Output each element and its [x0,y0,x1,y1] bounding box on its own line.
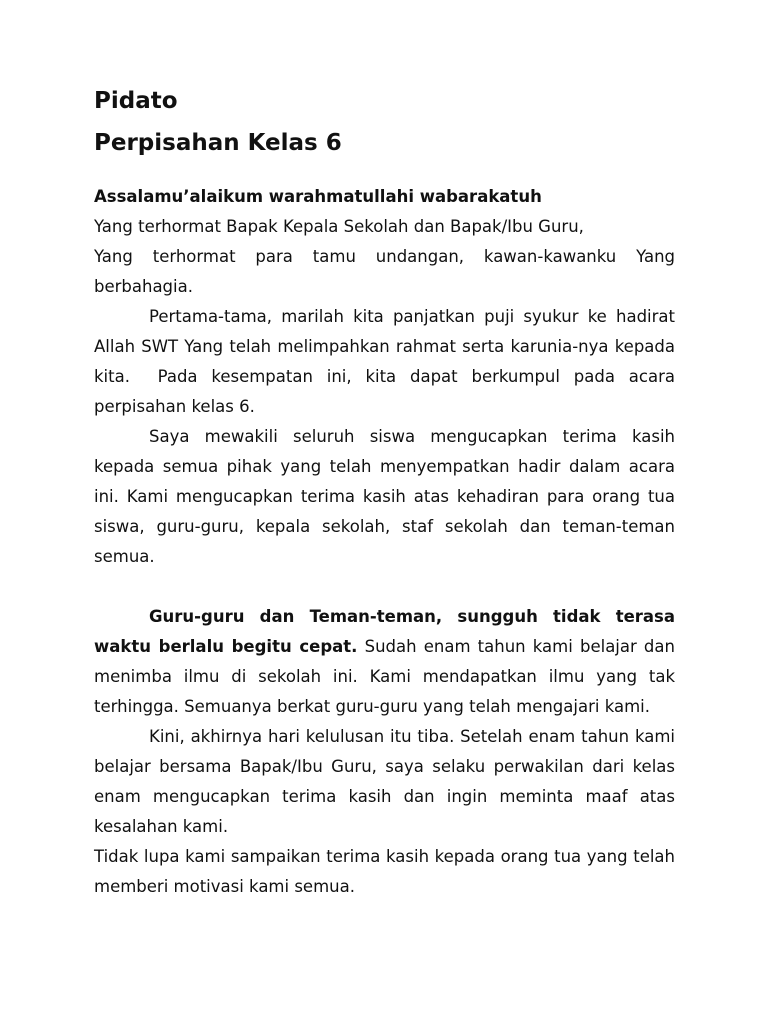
document-page [94,86,675,902]
paragraph-5: Tidak lupa kami sampaikan terima kasih kepada orang tua yang telah memberi motivasi kami semua. [94,847,675,896]
paragraph-4: Kini, akhirnya hari kelulusan itu tiba. Setelah enam tahun kami belajar bersama Bapak/Ibu Guru, saya selaku perwakilan dari kelas enam mengucapkan terima kasih dan ingin meminta maaf atas kesalahan kami. [94,727,675,836]
address-line-2: Yang terhormat para tamu undangan, kawan-kawanku Yang berbahagia. [94,247,675,296]
paragraph-3-bold-lead: Guru-guru dan Teman-teman, sungguh tidak terasa waktu berlalu begitu cepat. [94,607,675,656]
address-line-1: Yang terhormat Bapak Kepala Sekolah dan Bapak/Ibu Guru, [94,217,584,236]
paragraph-3-text: Sudah enam tahun kami belajar dan menimba ilmu di sekolah ini. Kami mendapatkan ilmu yang tak terhingga. Semuanya berkat guru-guru yang telah mengajari kami. [94,637,675,716]
document-title-line-2: Perpisahan Kelas 6 [94,130,342,156]
document-title-line-1: Pidato [94,88,178,114]
paragraph-2: Saya mewakili seluruh siswa mengucapkan terima kasih kepada semua pihak yang telah menyempatkan hadir dalam acara ini. Kami mengucapkan terima kasih atas kehadiran para orang tua siswa, guru-guru, kepala sekolah, staf sekolah dan teman-teman semua. [94,427,675,566]
greeting: Assalamu’alaikum warahmatullahi wabarakatuh [94,187,542,206]
paragraph-3 [94,602,675,722]
paragraph-1: Pertama-tama, marilah kita panjatkan puji syukur ke hadirat Allah SWT Yang telah melimpahkan rahmat serta karunia-nya kepada kita. Pada kesempatan ini, kita dapat berkumpul pada acara perpisahan kelas 6. [94,307,675,416]
